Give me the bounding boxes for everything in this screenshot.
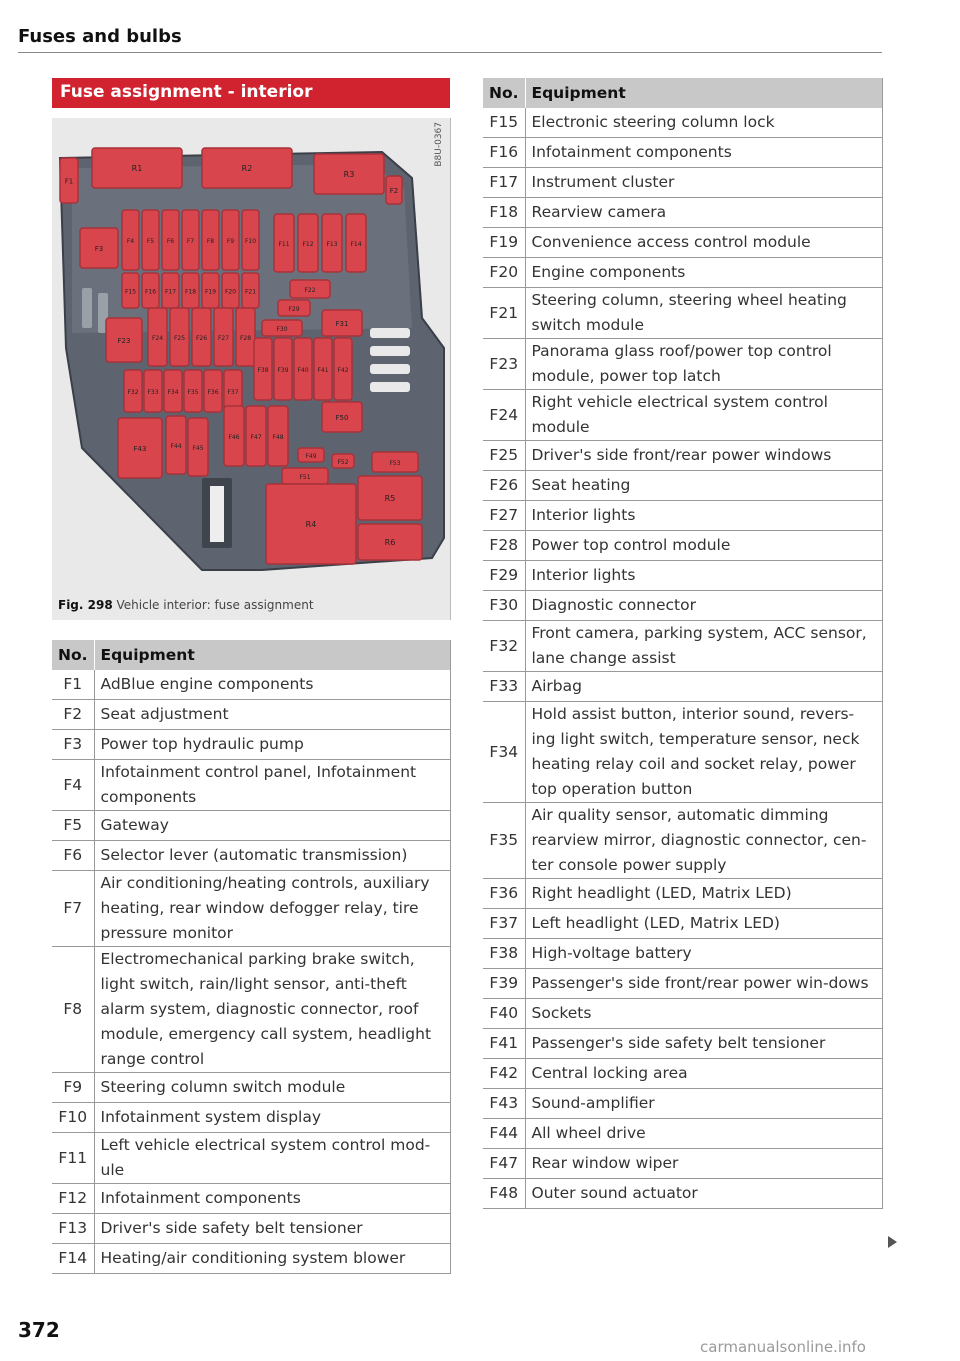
table-row [483,108,883,138]
fuse-label: F24 [151,335,164,342]
table-row [483,1179,883,1209]
fuse-label: F35 [187,389,199,396]
fuse-equipment: Infotainment system display [94,1103,451,1133]
column-header-equipment: Equipment [525,78,883,108]
fuse-f20 [222,273,239,308]
fuse-label: F36 [207,389,219,396]
fuse-f9 [222,210,239,270]
fuse-f10 [242,210,259,270]
table-row [52,1073,451,1103]
fuse-number: F7 [52,871,94,947]
header-divider [18,52,882,53]
fuse-table-left [52,640,451,1274]
table-row [483,198,883,228]
table-row [483,471,883,501]
fuse-equipment: Outer sound actuator [525,1179,883,1209]
fuse-number: F9 [52,1073,94,1103]
fuse-label: F17 [164,288,177,296]
fuse-label: F25 [173,335,186,342]
page-number: 372 [18,1318,60,1342]
fuse-number: F35 [483,803,525,879]
fuse-number: F27 [483,501,525,531]
fuse-label: R5 [384,494,396,503]
table-row [483,501,883,531]
fuse-number: F37 [483,909,525,939]
fuse-label: F27 [217,335,230,342]
fuse-r3 [314,154,384,194]
fuse-label: F40 [297,367,309,374]
fuse-equipment: Electromechanical parking brake switch, light switch, rain/light sensor, anti-theft alarm system, diagnostic connector, roof module, emergency call system, headlight range control [94,947,451,1073]
fuse-equipment: Electronic steering column lock [525,108,883,138]
fuse-label: F2 [389,187,399,195]
fuse-f8 [202,210,219,270]
fuse-f35 [184,370,202,412]
table-row [52,1214,451,1244]
table-row [52,1244,451,1274]
figure-code: B8U-0367 [434,122,444,167]
fuse-f16 [142,273,159,308]
fuse-f33 [144,370,162,412]
table-row [52,947,451,1073]
table-row [483,339,883,390]
table-row [483,939,883,969]
fuse-number: F1 [52,670,94,700]
fuse-f51 [282,468,328,484]
fuse-label: F34 [167,389,179,396]
fuse-number: F6 [52,841,94,871]
fuse-label: R2 [241,164,253,173]
fuse-label: F26 [195,335,208,342]
table-row [483,672,883,702]
fuse-f22 [290,280,330,298]
fuse-r5 [358,476,422,520]
table-row [483,561,883,591]
table-row [52,670,451,700]
table-row [52,760,451,811]
fuse-equipment: Airbag [525,672,883,702]
fuse-equipment: Infotainment components [94,1184,451,1214]
fuse-f6 [162,210,179,270]
table-row [483,1029,883,1059]
fuse-number: F17 [483,168,525,198]
fuse-number: F12 [52,1184,94,1214]
table-row [483,1149,883,1179]
fuse-f18 [182,273,199,308]
fuse-f28 [236,308,255,366]
fuse-f36 [204,370,222,412]
fuse-equipment: AdBlue engine components [94,670,451,700]
fuse-f46 [224,406,244,466]
fuse-f31 [322,310,362,336]
table-header-row [483,78,883,108]
fuse-f21 [242,273,259,308]
fuse-f39 [274,338,292,400]
fuse-equipment: Central locking area [525,1059,883,1089]
fuse-label: F4 [126,238,135,245]
fuse-number: F3 [52,730,94,760]
fuse-label: F42 [337,367,349,374]
fuse-equipment: Panorama glass roof/power top control module, power top latch [525,339,883,390]
fuse-label: F44 [170,443,182,450]
fuse-number: F29 [483,561,525,591]
fuse-equipment: Engine components [525,258,883,288]
fuse-label: F10 [244,238,257,245]
fuse-equipment: Power top hydraulic pump [94,730,451,760]
fuse-box-diagram [52,118,450,588]
fuse-f29 [278,300,310,316]
fuse-number: F8 [52,947,94,1073]
fuse-number: F40 [483,999,525,1029]
fuse-f17 [162,273,179,308]
fuse-f43 [118,418,162,478]
fuse-number: F47 [483,1149,525,1179]
fuse-f3 [80,228,118,268]
fuse-label: F23 [117,337,131,345]
table-row [483,390,883,441]
fuse-number: F32 [483,621,525,672]
fuse-number: F11 [52,1133,94,1184]
fuse-f1 [60,158,78,203]
fuse-number: F23 [483,339,525,390]
column-header-equipment: Equipment [94,640,451,670]
fuse-number: F48 [483,1179,525,1209]
fuse-equipment: Front camera, parking system, ACC sensor, lane change assist [525,621,883,672]
fuse-equipment: Rearview camera [525,198,883,228]
fuse-equipment: Hold assist button, interior sound, revers-ing light switch, temperature sensor, neck heating relay coil and socket relay, power top operation button [525,702,883,803]
fuse-equipment: All wheel drive [525,1119,883,1149]
page-header-title: Fuses and bulbs [18,26,182,47]
table-row [52,730,451,760]
table-row [52,1184,451,1214]
fuse-label: F7 [186,238,195,245]
fuse-equipment: Power top control module [525,531,883,561]
fuse-label: R6 [384,538,396,547]
fuse-number: F2 [52,700,94,730]
table-row [483,441,883,471]
fuse-f34 [164,370,182,412]
fuse-f40 [294,338,312,400]
table-row [483,909,883,939]
table-row [483,879,883,909]
fuse-label: F46 [228,434,240,441]
fuse-f12 [298,214,318,272]
fuse-diagram-figure [52,118,451,620]
fuse-label: F43 [133,445,147,453]
fuse-number: F36 [483,879,525,909]
fuse-number: F30 [483,591,525,621]
fuse-number: F21 [483,288,525,339]
fuse-number: F44 [483,1119,525,1149]
table-row [52,871,451,947]
fuse-equipment: Diagnostic connector [525,591,883,621]
fuse-equipment: Infotainment components [525,138,883,168]
fuse-equipment: Air quality sensor, automatic dimming rearview mirror, diagnostic connector, cen-ter console power supply [525,803,883,879]
fuse-label: F31 [335,320,349,328]
table-row [483,288,883,339]
fuse-f27 [214,308,233,366]
fuse-label: F53 [389,460,401,467]
fuse-label: F49 [305,453,317,460]
fuse-number: F25 [483,441,525,471]
fuse-label: F30 [276,326,288,333]
table-row [52,811,451,841]
fuse-number: F20 [483,258,525,288]
fuse-number: F4 [52,760,94,811]
fuse-equipment: Seat heating [525,471,883,501]
fuse-f49 [298,448,324,462]
fuse-equipment: Convenience access control module [525,228,883,258]
fuse-number: F24 [483,390,525,441]
fuse-f52 [332,454,354,468]
fuse-number: F15 [483,108,525,138]
table-row [483,1089,883,1119]
table-row [483,969,883,999]
table-row [483,621,883,672]
fuse-r4 [266,484,356,564]
fuse-equipment: Sockets [525,999,883,1029]
fuse-label: F21 [244,288,257,296]
table-row [483,1059,883,1089]
fuse-f44 [166,416,186,474]
fuse-f15 [122,273,139,308]
fuse-label: F41 [317,367,329,374]
fuse-f48 [268,406,288,466]
fuse-label: F47 [250,434,262,441]
fuse-f7 [182,210,199,270]
fuse-label: F50 [335,414,349,422]
fuse-f25 [170,308,189,366]
fuse-f50 [322,402,362,432]
fuse-equipment: Steering column switch module [94,1073,451,1103]
fuse-number: F33 [483,672,525,702]
fuse-f41 [314,338,332,400]
fuse-label: F15 [124,288,137,296]
fuse-number: F26 [483,471,525,501]
table-header-row [52,640,451,670]
fuse-equipment: Left headlight (LED, Matrix LED) [525,909,883,939]
fuse-number: F38 [483,939,525,969]
fuse-equipment: Left vehicle electrical system control mod-ule [94,1133,451,1184]
fuse-label: F32 [127,389,139,396]
fuse-equipment: Passenger's side safety belt tensioner [525,1029,883,1059]
fuse-f32 [124,370,142,412]
fuse-label: F37 [227,389,239,396]
fuse-label: F48 [272,434,284,441]
table-row [483,228,883,258]
fuse-f38 [254,338,272,400]
fuse-label: F1 [64,177,74,186]
fuse-number: F42 [483,1059,525,1089]
continue-arrow-icon [888,1236,897,1248]
fuse-equipment: Steering column, steering wheel heating switch module [525,288,883,339]
fuse-f11 [274,214,294,272]
figure-caption-label: Fig. 298 [58,598,113,612]
fuse-f42 [334,338,352,400]
fuse-label: F33 [147,389,159,396]
fuse-r2 [202,148,292,188]
fuse-number: F18 [483,198,525,228]
fuse-label: R1 [131,164,143,173]
table-row [483,258,883,288]
table-row [483,1119,883,1149]
fuse-number: F19 [483,228,525,258]
fuse-equipment: Air conditioning/heating controls, auxiliary heating, rear window defogger relay, tire pressure monitor [94,871,451,947]
table-row [483,138,883,168]
fuse-f24 [148,308,167,366]
fuse-equipment: Passenger's side front/rear power win-dows [525,969,883,999]
table-row [52,1133,451,1184]
fuse-f13 [322,214,342,272]
fuse-r6 [358,524,422,560]
figure-caption [58,598,314,612]
fuse-f14 [346,214,366,272]
fuse-number: F34 [483,702,525,803]
fuse-equipment: Rear window wiper [525,1149,883,1179]
fuse-f19 [202,273,219,308]
fuse-f53 [372,452,418,472]
fuse-table-right [483,78,883,1209]
fuse-label: R4 [305,520,317,529]
section-title: Fuse assignment - interior [52,78,450,108]
fuse-label: F5 [146,238,155,245]
table-row [483,591,883,621]
watermark: carmanualsonline.info [700,1338,866,1356]
fuse-label: F12 [302,241,314,248]
table-row [483,531,883,561]
table-row [52,700,451,730]
fuse-label: F29 [288,306,300,313]
fuse-f45 [188,418,208,476]
fuse-label: F16 [144,288,157,296]
fuse-equipment: Sound-amplifier [525,1089,883,1119]
fuse-number: F14 [52,1244,94,1274]
column-header-no: No. [483,78,525,108]
fuse-equipment: Heating/air conditioning system blower [94,1244,451,1274]
fuse-label: F22 [304,287,316,294]
table-row [52,841,451,871]
column-header-no: No. [52,640,94,670]
figure-caption-text: Vehicle interior: fuse assignment [116,598,314,612]
fuse-label: F8 [206,238,215,245]
fuse-equipment: Driver's side safety belt tensioner [94,1214,451,1244]
fuse-label: F45 [192,445,204,452]
fuse-number: F41 [483,1029,525,1059]
fuse-f23 [106,318,142,362]
fuse-equipment: Selector lever (automatic transmission) [94,841,451,871]
fuse-number: F10 [52,1103,94,1133]
fuse-equipment: Right headlight (LED, Matrix LED) [525,879,883,909]
fuse-label: F18 [184,288,197,296]
fuse-label: R3 [343,170,355,179]
fuse-label: F13 [326,241,338,248]
fuse-label: F38 [257,367,269,374]
table-row [483,168,883,198]
fuse-equipment: Interior lights [525,501,883,531]
fuse-r1 [92,148,182,188]
fuse-equipment: Interior lights [525,561,883,591]
fuse-f26 [192,308,211,366]
fuse-equipment: Seat adjustment [94,700,451,730]
fuse-label: F9 [226,238,235,245]
fuse-f5 [142,210,159,270]
table-row [52,1103,451,1133]
fuse-label: F39 [277,367,289,374]
fuse-label: F11 [278,241,290,248]
fuse-number: F16 [483,138,525,168]
fuse-f4 [122,210,139,270]
fuse-equipment: Infotainment control panel, Infotainment components [94,760,451,811]
fuse-label: F6 [166,238,175,245]
fuse-label: F28 [239,335,252,342]
fuse-equipment: High-voltage battery [525,939,883,969]
fuse-f47 [246,406,266,466]
fuse-f2 [386,176,402,204]
fuse-label: F19 [204,288,217,296]
table-row [483,999,883,1029]
fuse-number: F43 [483,1089,525,1119]
fuse-number: F39 [483,969,525,999]
fuse-equipment: Gateway [94,811,451,841]
table-row [483,702,883,803]
table-row [483,803,883,879]
fuse-label: F52 [337,459,349,466]
fuse-label: F51 [299,474,311,481]
fuse-label: F20 [224,288,237,296]
fuse-f30 [262,320,302,336]
fuse-number: F28 [483,531,525,561]
fuse-equipment: Right vehicle electrical system control module [525,390,883,441]
fuse-equipment: Instrument cluster [525,168,883,198]
fuse-number: F5 [52,811,94,841]
fuse-label: F3 [94,245,104,253]
fuse-label: F14 [350,241,362,248]
fuse-equipment: Driver's side front/rear power windows [525,441,883,471]
fuse-number: F13 [52,1214,94,1244]
